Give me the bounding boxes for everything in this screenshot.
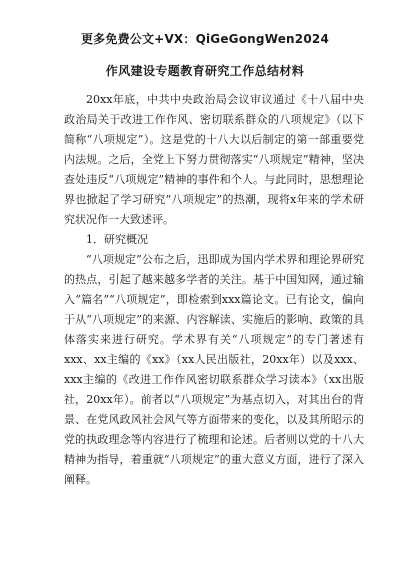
- document-body: [64, 90, 364, 490]
- document-title: 作风建设专题教育研究工作总结材料: [105, 64, 305, 78]
- promo-header: 更多免费公文+VX：QiGeGongWen2024: [80, 32, 329, 46]
- section-heading-research-overview: 1．研究概况: [86, 233, 148, 246]
- paragraph-intro: 20xx年底，中共中央政治局会议审议通过《十八届中央政治局关于改进工作作风、密切联系群众的八项规定》（以下简称“八项规定”）。这是党的十八大以后制定的第一部重要党内法规。之后，全党上下努力贯彻落实“八项规定”精神，坚决查处违反“八项规定”精神的事件和个人。与此同时，思想理论界也掀起了学习研究“八项规定”的热潮，现将x年来的学术研究状况作一大致述评。: [64, 93, 364, 226]
- paragraph-research-overview: “八项规定”公布之后，迅即成为国内学术界和理论界研究的热点，引起了越来越多学者的关注。基于中国知网，通过输入“篇名”“八项规定”，即检索到xxx篇论文。已有论文，偏向于从“八项规定”的来源、内容解读、实施后的影响、政策的具体落实来进行研究。学术界有关“八项规定”的专门著述有xxx、xx主编的《xx》（xx人民出版社，20xx年）以及xxx、xxx主编的《改进工作作风密切联系群众学习读本》（xx出版社，20xx年）。前者以“八项规定”为基点切入，对其出台的背景、在党风政风社会风气等方面带来的变化，以及其所昭示的党的执政理念等内容进行了梳理和论述。后者则以党的十八大精神为指导，着重就“八项规定”的重大意义方面，进行了深入阐释。: [64, 253, 364, 486]
